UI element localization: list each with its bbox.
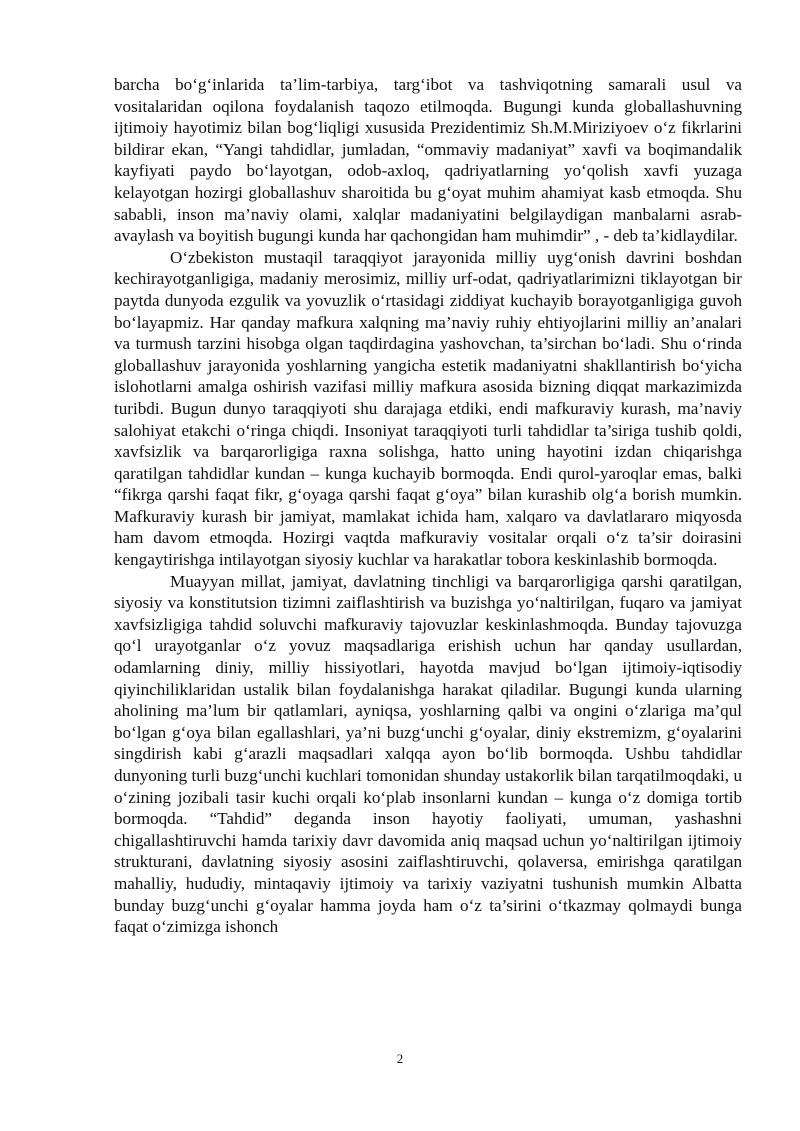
page-number: 2 xyxy=(396,1051,404,1066)
document-page-body xyxy=(114,74,742,938)
paragraph-continuation: barcha bo‘g‘inlarida ta’lim-tarbiya, targ‘ibot va tashviqotning samarali usul va vositalaridan oqilona foydalanish taqozo etilmoqda. Bugungi kunda globallashuvning ijtimoiy hayotimiz bilan bog‘liqligi xususida Prezidentimiz Sh.M.Miriziyoev o‘z fikrlarini bildirar ekan, “Yangi tahdidlar, jumladan, “ommaviy madaniyat” xavfi va boqimandalik kayfiyati paydo bo‘layotgan, odob-axloq, qadriyatlarning yo‘qolish xavfi yuzaga kelayotgan hozirgi globallashuv sharoitida bu g‘oyat muhim ahamiyat kasb etmoqda. Shu sababli, inson ma’naviy olami, xalqlar madaniyatini belgilaydigan manbalarni asrab-avaylash va boyitish bugungi kunda har qachongidan ham muhimdir” , - deb ta’kidlaydilar. xyxy=(114,75,742,246)
paragraph-uzbekistan-development: O‘zbekiston mustaqil taraqqiyot jarayonida milliy uyg‘onish davrini boshdan kechirayotganligiga, madaniy merosimiz, milliy urf-odat, qadriyatlarimizni tiklayotgan bir paytda dunyoda ezgulik va yovuzlik o‘rtasidagi ziddiyat kuchayib borayotganligiga guvoh bo‘layapmiz. Har qanday mafkura xalqning ma’naviy ruhiy ehtiyojlarini milliy an’analari va turmush tarzini hisobga olgan taqdirdagina yashovchan, ta’sirchan bo‘ladi. Shu o‘rinda globallashuv jarayonida yoshlarning yangicha estetik madaniyatni shakllantirish bo‘yicha islohotlarni amalga oshirish vazifasi milliy mafkura asosida bizning diqqat markazimizda turibdi. Bugun dunyo taraqqiyoti shu darajaga etdiki, endi mafkuraviy kurash, ma’naviy salohiyat etakchi o‘ringa chiqdi. Insoniyat taraqqiyoti turli tahdidlar ta’siriga tushib qoldi, xavfsizlik va barqarorligiga raxna solishga, hatto uning hayotini izdan chiqarishga qaratilgan tahdidlar kundan – kunga kuchayib bormoqda. Endi qurol-yaroqlar emas, balki “fikrga qarshi faqat fikr, g‘oyaga qarshi faqat g‘oya” bilan kurashib olg‘a borish mumkin. Mafkuraviy kurash bir jamiyat, mamlakat ichida ham, xalqaro va davlatlararo miqyosda ham davom etmoqda. Hozirgi vaqtda mafkuraviy vositalar orqali o‘z ta’sir doirasini kengaytirishga intilayotgan siyosiy kuchlar va harakatlar tobora keskinlashib bormoqda. xyxy=(114,247,742,570)
paragraph-ideological-threats: Muayyan millat, jamiyat, davlatning tinchligi va barqarorligiga qarshi qaratilgan, siyosiy va konstitutsion tizimni zaiflashtirish va buzishga yo‘naltirilgan, fuqaro va jamiyat xavfsizligiga tahdid soluvchi mafkuraviy tajovuzlar keskinlashmoqda. Bunday tajovuzga qo‘l urayotganlar o‘z yovuz maqsadlariga erishish uchun har qanday usullardan, odamlarning diniy, milliy hissiyotlari, hayotda mavjud bo‘lgan ijtimoiy-iqtisodiy qiyinchiliklaridan ustalik bilan foydalanishga harakat qiladilar. Bugungi kunda ularning aholining ma’lum bir qatlamlari, ayniqsa, yoshlarning qalbi va ongini o‘zlariga ma’qul bo‘lgan g‘oya bilan egallashlari, ya’ni buzg‘unchi g‘oyalar, diniy ekstremizm, g‘oyalarini singdirish kabi g‘arazli maqsadlari xalqqa ayon bo‘lib bormoqda. Ushbu tahdidlar dunyoning turli buzg‘unchi kuchlari tomonidan shunday ustakorlik bilan tarqatilmoqdaki, u o‘zining jozibali tasir kuchi orqali ko‘plab insonlarni kundan – kunga o‘z domiga tortib bormoqda. “Tahdid” deganda inson hayotiy faoliyati, umuman, yashashni chigallashtiruvchi hamda tarixiy davr davomida aniq maqsad uchun yo‘naltirilgan ijtimoiy strukturani, davlatning siyosiy asosini zaiflashtiruvchi, qolaversa, emirishga qaratilgan mahalliy, hududiy, mintaqaviy ijtimoiy va tarixiy vaziyatni tushunish mumkin Albatta bunday buzg‘unchi g‘oyalar hamma joyda ham o‘z ta’sirini o‘tkazmay qolmaydi bunga faqat o‘zimizga ishonch xyxy=(114,571,742,937)
